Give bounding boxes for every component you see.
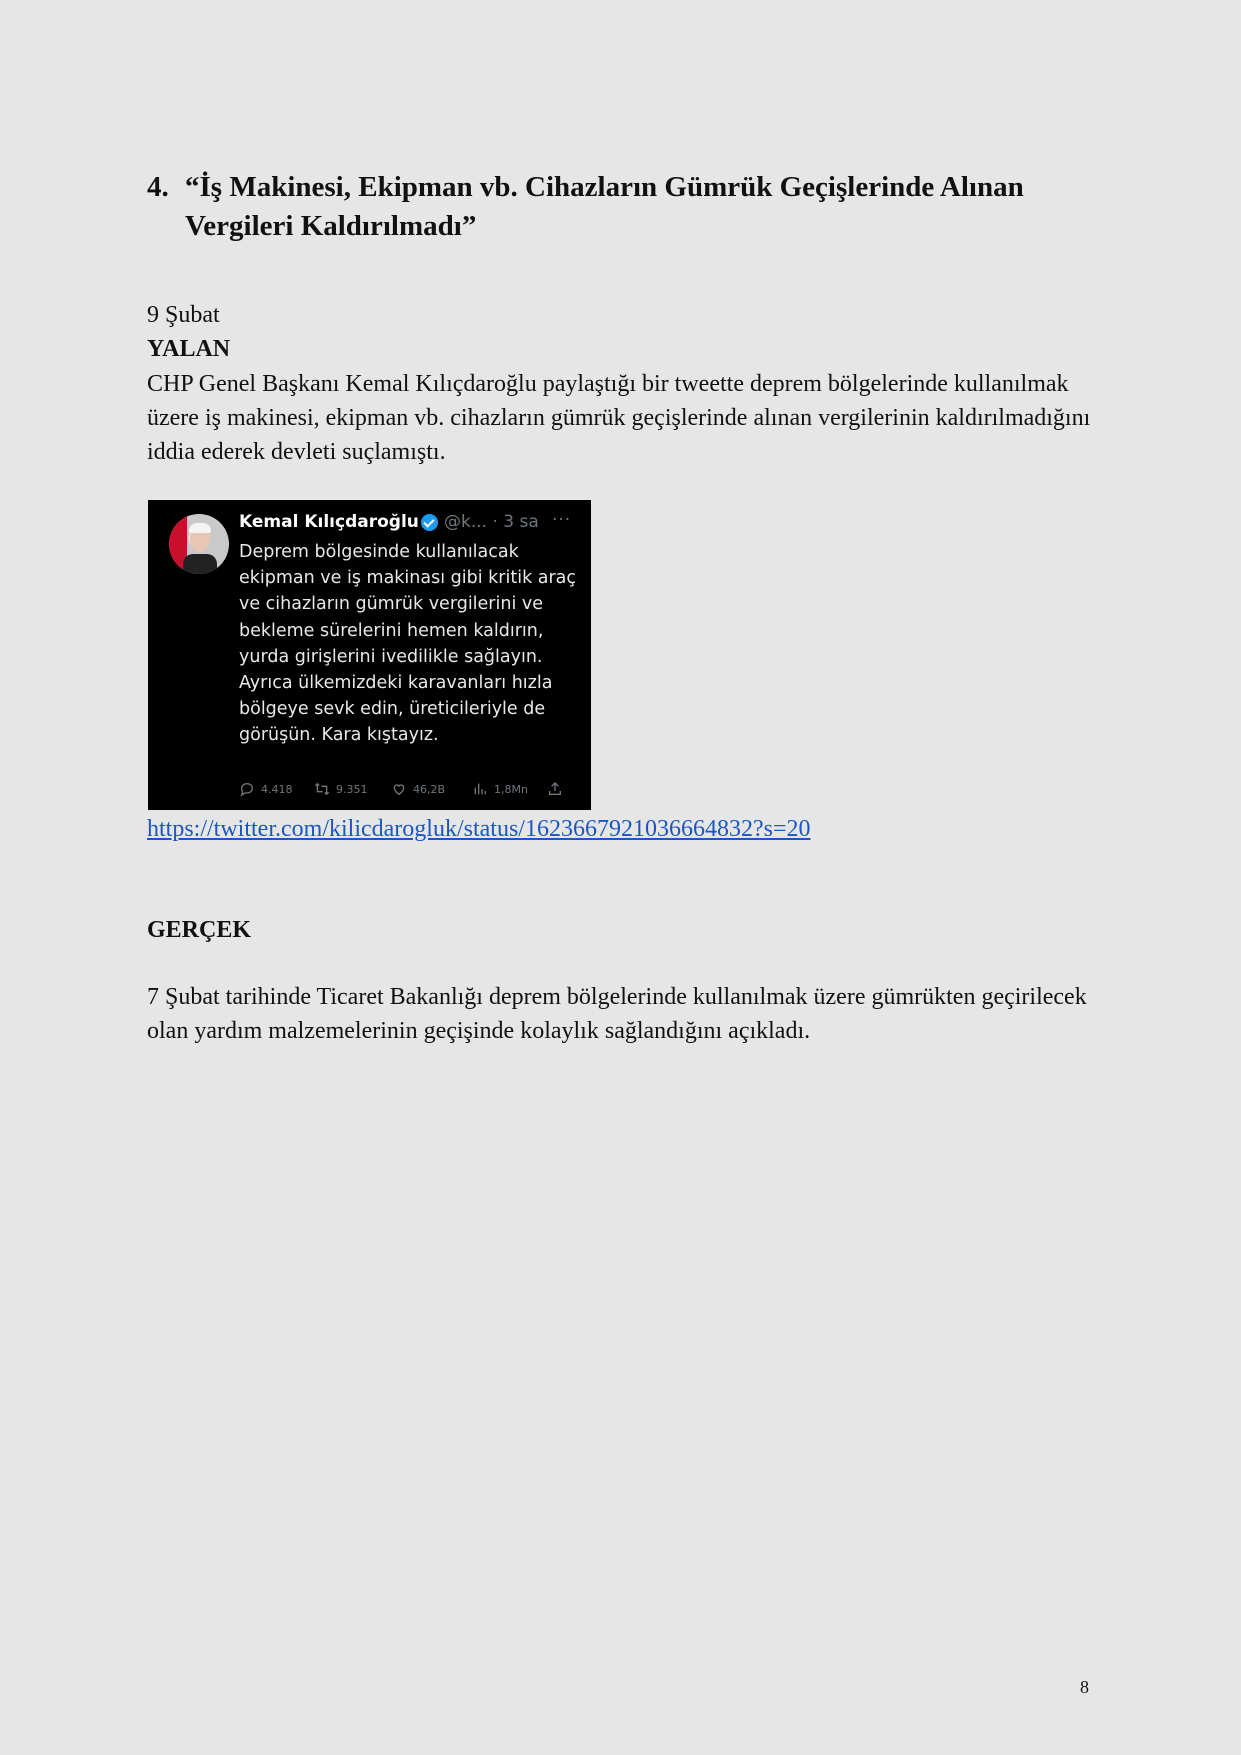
section-title: “İş Makinesi, Ekipman vb. Cihazların Gümrük Geçişlerinde Alınan Vergileri Kaldırılmadı”: [185, 171, 1024, 242]
truth-label: GERÇEK: [147, 917, 252, 943]
like-icon: [391, 781, 407, 797]
tweet-author-name: Kemal Kılıçdaroğlu: [239, 512, 419, 532]
share-action: [547, 781, 563, 797]
like-action: [391, 781, 445, 797]
retweet-count: 9.351: [336, 782, 368, 796]
truth-paragraph: 7 Şubat tarihinde Ticaret Bakanlığı deprem bölgelerinde kullanılmak üzere gümrükten geçirilecek olan yardım malzemelerinin geçişinde kolaylık sağlandığını açıkladı.: [147, 984, 1087, 1044]
share-icon: [547, 781, 563, 797]
reply-action: [239, 781, 293, 797]
retweet-icon: [314, 781, 330, 797]
section-heading: [147, 168, 1107, 246]
like-count: 46,2B: [413, 782, 446, 796]
claim-date: 9 Şubat: [147, 302, 220, 328]
retweet-action: [314, 781, 368, 797]
tweet-screenshot: [148, 500, 591, 810]
more-icon: ···: [552, 510, 572, 530]
claim-paragraph: CHP Genel Başkanı Kemal Kılıçdaroğlu paylaştığı bir tweette deprem bölgelerinde kullanılmak üzere iş makinesi, ekipman vb. cihazların gümrük geçişlerinde alınan vergilerinin kaldırılmadığını iddia ederek devleti suçlamıştı.: [147, 371, 1091, 465]
views-count: 1,8Mn: [494, 782, 528, 796]
reply-icon: [239, 781, 255, 797]
reply-count: 4.418: [261, 782, 293, 796]
tweet-link[interactable]: https://twitter.com/kilicdarogluk/status/1623667921036664832?s=20: [147, 816, 811, 842]
views-action: [472, 781, 528, 797]
tweet-handle: @k... · 3 sa: [444, 512, 539, 532]
page-number: 8: [1080, 1677, 1089, 1697]
views-icon: [472, 781, 488, 797]
avatar: [169, 514, 229, 574]
tweet-text: Deprem bölgesinde kullanılacak ekipman ve iş makinası gibi kritik araç ve cihazların gümrük vergilerini ve bekleme sürelerini hemen kaldırın, yurda girişlerini ivedilikle sağlayın. Ayrıca ülkemizdeki karavanları hızla bölgeye sevk edin, üreticileriyle de görüşün. Kara kıştayız.: [239, 542, 577, 746]
section-number: 4.: [147, 171, 169, 203]
tweet-actions: [239, 781, 579, 801]
verdict-label: YALAN: [147, 336, 231, 362]
verified-icon: [421, 514, 438, 531]
